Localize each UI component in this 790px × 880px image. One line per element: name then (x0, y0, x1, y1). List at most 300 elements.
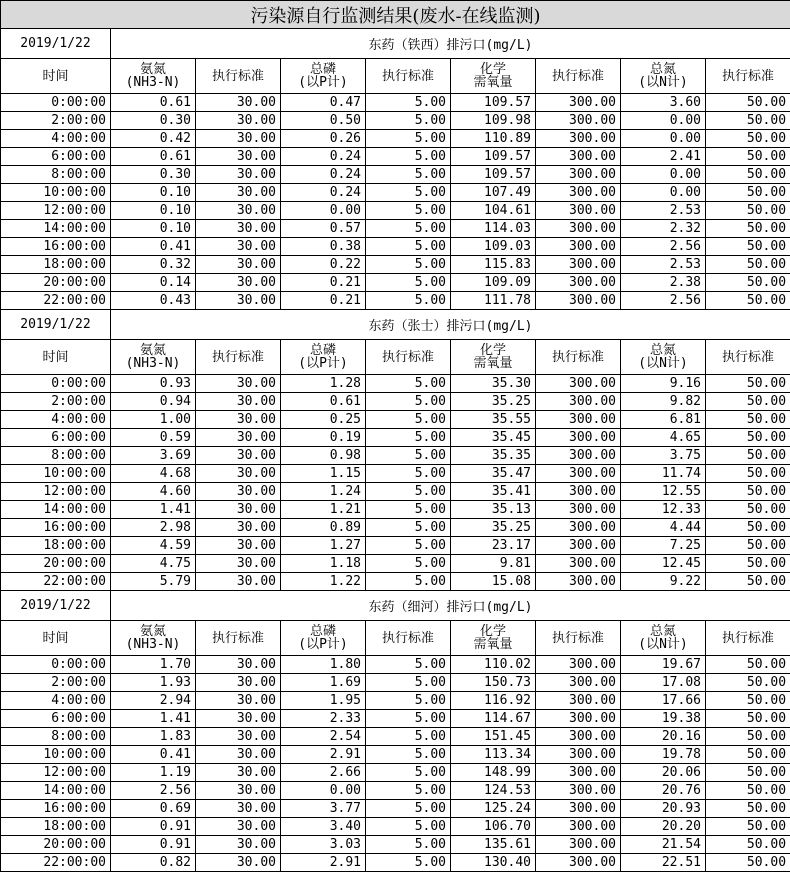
cell-tp-standard: 5.00 (366, 393, 451, 411)
cell-time: 18:00:00 (1, 818, 111, 836)
header-ammonia-label: 氨氮 (139, 343, 166, 358)
table-row (1, 256, 790, 274)
header-cod-label: 化学 (479, 343, 506, 358)
cell-tp: 0.50 (281, 112, 366, 130)
cell-ammonia: 0.93 (111, 375, 196, 393)
cell-tn: 17.08 (621, 674, 706, 692)
header-tn (621, 59, 706, 94)
table-row (1, 728, 790, 746)
table-row (1, 274, 790, 292)
cell-tp-standard: 5.00 (366, 447, 451, 465)
table-row (1, 800, 790, 818)
table-row (1, 692, 790, 710)
cell-tp: 1.95 (281, 692, 366, 710)
cell-time: 6:00:00 (1, 148, 111, 166)
cell-tn: 21.54 (621, 836, 706, 854)
table-row (1, 375, 790, 393)
cell-tp-standard: 5.00 (366, 537, 451, 555)
cell-tp-standard: 5.00 (366, 800, 451, 818)
cell-tp: 1.27 (281, 537, 366, 555)
column-header-row (1, 59, 790, 94)
cell-ammonia: 0.14 (111, 274, 196, 292)
cell-time: 16:00:00 (1, 519, 111, 537)
cell-ammonia-standard: 30.00 (196, 292, 281, 310)
cell-tp-standard: 5.00 (366, 148, 451, 166)
cell-ammonia: 0.41 (111, 238, 196, 256)
header-cod-sub: 需氧量 (473, 637, 513, 652)
table-row (1, 537, 790, 555)
cell-tp: 1.15 (281, 465, 366, 483)
header-ammonia-sub: (NH3-N) (125, 356, 181, 371)
cell-tn: 0.00 (621, 112, 706, 130)
cell-cod: 125.24 (451, 800, 536, 818)
cell-cod: 15.08 (451, 573, 536, 591)
cell-ammonia: 0.61 (111, 148, 196, 166)
cell-ammonia: 0.82 (111, 854, 196, 872)
cell-cod-standard: 300.00 (536, 256, 621, 274)
section-date: 2019/1/22 (1, 29, 111, 59)
cell-ammonia-standard: 30.00 (196, 411, 281, 429)
column-header-row (1, 340, 790, 375)
cell-ammonia-standard: 30.00 (196, 782, 281, 800)
header-standard: 执行标准 (196, 340, 281, 375)
header-standard: 执行标准 (196, 621, 281, 656)
cell-cod: 35.13 (451, 501, 536, 519)
cell-ammonia-standard: 30.00 (196, 800, 281, 818)
cell-tn: 3.60 (621, 94, 706, 112)
cell-tp: 0.24 (281, 166, 366, 184)
cell-tp-standard: 5.00 (366, 674, 451, 692)
cell-cod-standard: 300.00 (536, 764, 621, 782)
cell-time: 12:00:00 (1, 483, 111, 501)
cell-ammonia-standard: 30.00 (196, 112, 281, 130)
table-row (1, 573, 790, 591)
cell-ammonia-standard: 30.00 (196, 764, 281, 782)
cell-tn: 19.78 (621, 746, 706, 764)
cell-tp-standard: 5.00 (366, 465, 451, 483)
cell-tp: 2.54 (281, 728, 366, 746)
header-ammonia (111, 621, 196, 656)
cell-ammonia-standard: 30.00 (196, 184, 281, 202)
cell-ammonia: 4.68 (111, 465, 196, 483)
cell-time: 16:00:00 (1, 800, 111, 818)
cell-tn-standard: 50.00 (706, 184, 790, 202)
cell-cod-standard: 300.00 (536, 710, 621, 728)
cell-ammonia-standard: 30.00 (196, 483, 281, 501)
cell-tp: 0.00 (281, 202, 366, 220)
table-row (1, 94, 790, 112)
cell-ammonia: 0.32 (111, 256, 196, 274)
cell-ammonia: 0.10 (111, 202, 196, 220)
cell-tp: 0.89 (281, 519, 366, 537)
table-row (1, 202, 790, 220)
cell-tn-standard: 50.00 (706, 429, 790, 447)
cell-cod: 109.57 (451, 94, 536, 112)
cell-tn-standard: 50.00 (706, 220, 790, 238)
cell-tn-standard: 50.00 (706, 854, 790, 872)
cell-ammonia-standard: 30.00 (196, 537, 281, 555)
cell-cod-standard: 300.00 (536, 818, 621, 836)
cell-tn-standard: 50.00 (706, 393, 790, 411)
table-row (1, 166, 790, 184)
cell-tn: 7.25 (621, 537, 706, 555)
cell-tp: 1.18 (281, 555, 366, 573)
cell-ammonia: 0.10 (111, 220, 196, 238)
header-tp-label: 总磷 (309, 62, 336, 77)
header-tn-label: 总氮 (649, 62, 676, 77)
header-tn (621, 621, 706, 656)
cell-ammonia-standard: 30.00 (196, 94, 281, 112)
cell-cod: 111.78 (451, 292, 536, 310)
cell-tp-standard: 5.00 (366, 220, 451, 238)
cell-cod: 114.67 (451, 710, 536, 728)
section-header-row (1, 29, 790, 59)
cell-tp: 0.61 (281, 393, 366, 411)
cell-time: 18:00:00 (1, 256, 111, 274)
section-header-row (1, 591, 790, 621)
header-standard: 执行标准 (366, 59, 451, 94)
cell-time: 22:00:00 (1, 854, 111, 872)
cell-tn-standard: 50.00 (706, 202, 790, 220)
header-standard: 执行标准 (366, 340, 451, 375)
cell-tn: 9.16 (621, 375, 706, 393)
cell-tn-standard: 50.00 (706, 238, 790, 256)
cell-cod: 35.45 (451, 429, 536, 447)
cell-tn: 2.56 (621, 292, 706, 310)
table-row (1, 674, 790, 692)
table-row (1, 447, 790, 465)
cell-tn-standard: 50.00 (706, 112, 790, 130)
cell-tn-standard: 50.00 (706, 537, 790, 555)
cell-tn: 17.66 (621, 692, 706, 710)
header-tn-sub: (以N计) (638, 356, 688, 371)
cell-ammonia-standard: 30.00 (196, 148, 281, 166)
cell-cod-standard: 300.00 (536, 746, 621, 764)
cell-cod: 104.61 (451, 202, 536, 220)
cell-tn: 0.00 (621, 166, 706, 184)
header-standard: 执行标准 (706, 621, 790, 656)
cell-cod: 130.40 (451, 854, 536, 872)
cell-time: 2:00:00 (1, 112, 111, 130)
cell-tp-standard: 5.00 (366, 375, 451, 393)
section-station: 东药（铁西）排污口(mg/L) (111, 29, 790, 59)
cell-tn: 12.45 (621, 555, 706, 573)
table-row (1, 836, 790, 854)
cell-cod: 109.57 (451, 166, 536, 184)
cell-tp: 0.21 (281, 292, 366, 310)
cell-cod: 135.61 (451, 836, 536, 854)
header-tp-label: 总磷 (309, 343, 336, 358)
cell-time: 22:00:00 (1, 573, 111, 591)
table-row (1, 854, 790, 872)
cell-ammonia: 2.56 (111, 782, 196, 800)
cell-ammonia-standard: 30.00 (196, 555, 281, 573)
section-date: 2019/1/22 (1, 591, 111, 621)
cell-cod-standard: 300.00 (536, 130, 621, 148)
cell-tp-standard: 5.00 (366, 238, 451, 256)
cell-tn: 4.44 (621, 519, 706, 537)
cell-cod-standard: 300.00 (536, 573, 621, 591)
cell-time: 14:00:00 (1, 782, 111, 800)
table-row (1, 148, 790, 166)
table-row (1, 818, 790, 836)
cell-cod-standard: 300.00 (536, 537, 621, 555)
cell-tn: 20.93 (621, 800, 706, 818)
cell-time: 22:00:00 (1, 292, 111, 310)
cell-tn: 22.51 (621, 854, 706, 872)
cell-tp-standard: 5.00 (366, 692, 451, 710)
cell-ammonia: 1.41 (111, 501, 196, 519)
cell-tn-standard: 50.00 (706, 130, 790, 148)
cell-tn-standard: 50.00 (706, 465, 790, 483)
cell-tp: 1.24 (281, 483, 366, 501)
cell-cod-standard: 300.00 (536, 782, 621, 800)
cell-ammonia-standard: 30.00 (196, 429, 281, 447)
header-cod (451, 340, 536, 375)
header-cod-label: 化学 (479, 62, 506, 77)
cell-tp: 0.25 (281, 411, 366, 429)
table-row (1, 393, 790, 411)
cell-ammonia-standard: 30.00 (196, 746, 281, 764)
cell-tp-standard: 5.00 (366, 202, 451, 220)
header-standard: 执行标准 (196, 59, 281, 94)
cell-tn-standard: 50.00 (706, 501, 790, 519)
cell-tn: 12.33 (621, 501, 706, 519)
cell-tp: 2.66 (281, 764, 366, 782)
cell-tp: 0.22 (281, 256, 366, 274)
table-row (1, 130, 790, 148)
cell-tn: 4.65 (621, 429, 706, 447)
cell-time: 6:00:00 (1, 429, 111, 447)
cell-ammonia: 0.94 (111, 393, 196, 411)
header-tp (281, 59, 366, 94)
cell-tn-standard: 50.00 (706, 782, 790, 800)
cell-cod: 106.70 (451, 818, 536, 836)
cell-ammonia-standard: 30.00 (196, 818, 281, 836)
header-standard: 执行标准 (706, 340, 790, 375)
cell-time: 20:00:00 (1, 274, 111, 292)
cell-tp: 0.47 (281, 94, 366, 112)
cell-cod-standard: 300.00 (536, 692, 621, 710)
cell-tp-standard: 5.00 (366, 411, 451, 429)
cell-tn: 2.38 (621, 274, 706, 292)
cell-cod-standard: 300.00 (536, 465, 621, 483)
header-cod (451, 621, 536, 656)
cell-ammonia: 0.41 (111, 746, 196, 764)
cell-tp: 0.21 (281, 274, 366, 292)
cell-ammonia-standard: 30.00 (196, 238, 281, 256)
cell-cod-standard: 300.00 (536, 429, 621, 447)
cell-ammonia: 0.59 (111, 429, 196, 447)
cell-ammonia-standard: 30.00 (196, 501, 281, 519)
cell-cod-standard: 300.00 (536, 184, 621, 202)
cell-tp: 0.00 (281, 782, 366, 800)
cell-tn: 2.41 (621, 148, 706, 166)
cell-cod: 116.92 (451, 692, 536, 710)
cell-tn: 2.32 (621, 220, 706, 238)
cell-tp-standard: 5.00 (366, 836, 451, 854)
header-standard: 执行标准 (536, 59, 621, 94)
table-row (1, 746, 790, 764)
cell-tp-standard: 5.00 (366, 854, 451, 872)
cell-tp-standard: 5.00 (366, 130, 451, 148)
table-row (1, 519, 790, 537)
cell-time: 12:00:00 (1, 764, 111, 782)
cell-tn: 2.53 (621, 202, 706, 220)
header-standard: 执行标准 (536, 340, 621, 375)
cell-ammonia: 2.98 (111, 519, 196, 537)
cell-ammonia: 0.30 (111, 112, 196, 130)
cell-tn: 0.00 (621, 184, 706, 202)
cell-cod-standard: 300.00 (536, 238, 621, 256)
cell-tn: 20.16 (621, 728, 706, 746)
cell-ammonia: 1.19 (111, 764, 196, 782)
cell-cod-standard: 300.00 (536, 800, 621, 818)
cell-tp-standard: 5.00 (366, 656, 451, 674)
cell-tn: 2.53 (621, 256, 706, 274)
cell-ammonia: 1.93 (111, 674, 196, 692)
cell-tn-standard: 50.00 (706, 148, 790, 166)
cell-tp-standard: 5.00 (366, 519, 451, 537)
cell-tp-standard: 5.00 (366, 782, 451, 800)
cell-cod: 35.25 (451, 519, 536, 537)
cell-ammonia-standard: 30.00 (196, 674, 281, 692)
cell-cod-standard: 300.00 (536, 220, 621, 238)
cell-time: 10:00:00 (1, 746, 111, 764)
cell-ammonia-standard: 30.00 (196, 710, 281, 728)
cell-tn-standard: 50.00 (706, 375, 790, 393)
cell-tp-standard: 5.00 (366, 274, 451, 292)
cell-ammonia-standard: 30.00 (196, 393, 281, 411)
cell-time: 10:00:00 (1, 184, 111, 202)
header-ammonia-sub: (NH3-N) (125, 637, 181, 652)
cell-tn-standard: 50.00 (706, 519, 790, 537)
cell-cod: 9.81 (451, 555, 536, 573)
cell-tp-standard: 5.00 (366, 166, 451, 184)
cell-tn-standard: 50.00 (706, 818, 790, 836)
table-body (1, 1, 790, 872)
cell-ammonia-standard: 30.00 (196, 220, 281, 238)
cell-ammonia-standard: 30.00 (196, 519, 281, 537)
cell-tn: 2.56 (621, 238, 706, 256)
cell-tn-standard: 50.00 (706, 274, 790, 292)
cell-tp-standard: 5.00 (366, 710, 451, 728)
header-ammonia (111, 59, 196, 94)
cell-time: 20:00:00 (1, 555, 111, 573)
header-ammonia (111, 340, 196, 375)
cell-tn: 6.81 (621, 411, 706, 429)
cell-tp-standard: 5.00 (366, 184, 451, 202)
cell-ammonia-standard: 30.00 (196, 728, 281, 746)
cell-ammonia-standard: 30.00 (196, 692, 281, 710)
cell-time: 10:00:00 (1, 465, 111, 483)
cell-tn: 12.55 (621, 483, 706, 501)
table-row (1, 429, 790, 447)
cell-tp-standard: 5.00 (366, 764, 451, 782)
cell-tp-standard: 5.00 (366, 483, 451, 501)
cell-ammonia: 5.79 (111, 573, 196, 591)
section-date: 2019/1/22 (1, 310, 111, 340)
header-ammonia-sub: (NH3-N) (125, 75, 181, 90)
cell-cod-standard: 300.00 (536, 393, 621, 411)
cell-ammonia: 1.70 (111, 656, 196, 674)
cell-cod-standard: 300.00 (536, 292, 621, 310)
cell-cod-standard: 300.00 (536, 519, 621, 537)
cell-tn-standard: 50.00 (706, 292, 790, 310)
cell-time: 8:00:00 (1, 447, 111, 465)
cell-cod-standard: 300.00 (536, 555, 621, 573)
table-row (1, 656, 790, 674)
cell-ammonia: 1.41 (111, 710, 196, 728)
table-row (1, 501, 790, 519)
cell-ammonia-standard: 30.00 (196, 202, 281, 220)
header-time: 时间 (1, 59, 111, 94)
cell-time: 0:00:00 (1, 375, 111, 393)
cell-ammonia-standard: 30.00 (196, 656, 281, 674)
cell-tn-standard: 50.00 (706, 746, 790, 764)
cell-cod: 107.49 (451, 184, 536, 202)
header-tp-label: 总磷 (309, 624, 336, 639)
cell-time: 2:00:00 (1, 393, 111, 411)
cell-tn-standard: 50.00 (706, 411, 790, 429)
table-row (1, 112, 790, 130)
cell-cod: 109.03 (451, 238, 536, 256)
cell-tp-standard: 5.00 (366, 746, 451, 764)
cell-tp: 3.03 (281, 836, 366, 854)
cell-time: 4:00:00 (1, 411, 111, 429)
cell-tp: 1.69 (281, 674, 366, 692)
cell-cod-standard: 300.00 (536, 148, 621, 166)
cell-time: 4:00:00 (1, 130, 111, 148)
cell-time: 12:00:00 (1, 202, 111, 220)
cell-ammonia: 0.61 (111, 94, 196, 112)
table-row (1, 710, 790, 728)
cell-tp: 2.33 (281, 710, 366, 728)
cell-tp: 1.28 (281, 375, 366, 393)
cell-ammonia-standard: 30.00 (196, 836, 281, 854)
cell-cod: 110.89 (451, 130, 536, 148)
cell-cod: 114.03 (451, 220, 536, 238)
cell-cod: 35.30 (451, 375, 536, 393)
table-row (1, 184, 790, 202)
cell-tn: 19.67 (621, 656, 706, 674)
header-tn-sub: (以N计) (638, 637, 688, 652)
header-standard: 执行标准 (366, 621, 451, 656)
cell-ammonia: 0.42 (111, 130, 196, 148)
cell-ammonia-standard: 30.00 (196, 166, 281, 184)
table-row (1, 782, 790, 800)
cell-cod-standard: 300.00 (536, 94, 621, 112)
cell-cod: 110.02 (451, 656, 536, 674)
cell-tn-standard: 50.00 (706, 447, 790, 465)
cell-cod-standard: 300.00 (536, 112, 621, 130)
header-time: 时间 (1, 340, 111, 375)
cell-tn: 19.38 (621, 710, 706, 728)
cell-tp: 0.19 (281, 429, 366, 447)
cell-tp-standard: 5.00 (366, 94, 451, 112)
cell-cod-standard: 300.00 (536, 483, 621, 501)
table-row (1, 220, 790, 238)
cell-time: 4:00:00 (1, 692, 111, 710)
cell-tn-standard: 50.00 (706, 710, 790, 728)
cell-cod: 113.34 (451, 746, 536, 764)
cell-ammonia: 0.30 (111, 166, 196, 184)
cell-cod-standard: 300.00 (536, 447, 621, 465)
cell-cod-standard: 300.00 (536, 501, 621, 519)
cell-tp: 0.24 (281, 184, 366, 202)
header-tn-sub: (以N计) (638, 75, 688, 90)
cell-cod: 109.98 (451, 112, 536, 130)
